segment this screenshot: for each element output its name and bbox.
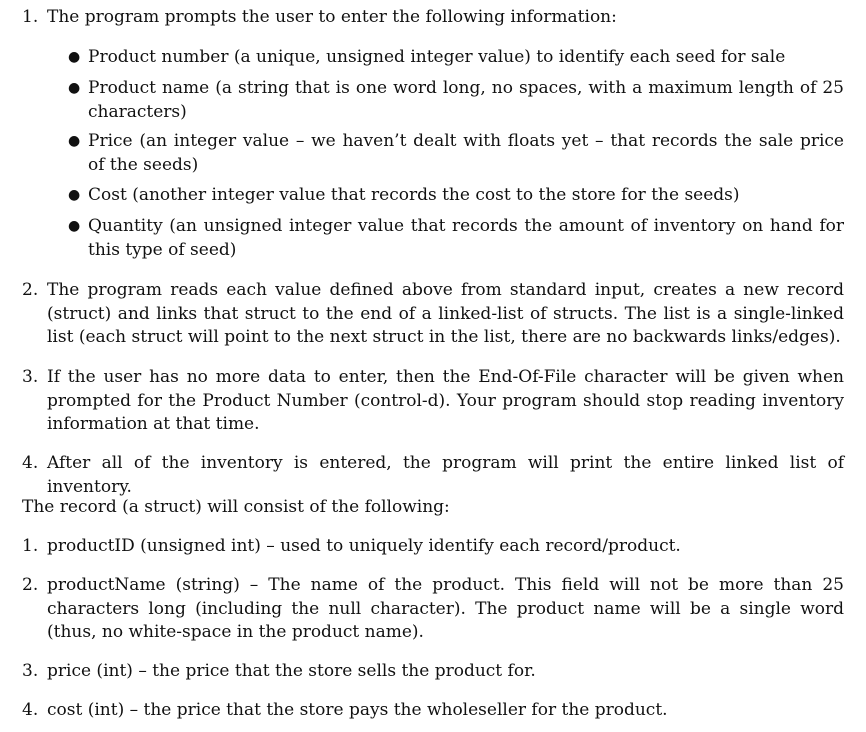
requirement-text: The program reads each value defined above from standard input, creates a new record (struct) and links that struct to the end of a linked-list of structs. The list is a single-linked list (each struct will point to the next struct in the list, there are no backwards links/edges). (47, 280, 844, 347)
subitem-text: Price (an integer value – we haven’t dealt with floats yet – that records the sale price of the seeds) (88, 131, 844, 175)
subitem-quantity (0, 215, 866, 262)
list-number: 2. (22, 280, 39, 300)
record-field-text: cost (int) – the price that the store pays the wholeseller for the product. (47, 700, 668, 720)
bullet-icon: ● (68, 187, 81, 203)
bullet-icon: ● (68, 133, 81, 149)
subitem-product-number (0, 46, 866, 70)
subitem-text: Product name (a string that is one word long, no spaces, with a maximum length of 25 characters) (88, 78, 844, 122)
subitem-product-name (0, 77, 866, 124)
bullet-icon: ● (68, 49, 81, 65)
record-field-text: productID (unsigned int) – used to uniquely identify each record/product. (47, 536, 681, 556)
requirement-item-2 (0, 279, 866, 350)
list-number: 1. (22, 536, 39, 556)
list-number: 3. (22, 367, 39, 387)
requirement-item-1 (0, 6, 866, 30)
record-field-3 (0, 660, 866, 684)
subitem-cost (0, 184, 866, 208)
record-field-text: productName (string) – The name of the product. This field will not be more than 25 characters long (including the null character). The product name will be a single word (thus, no white-space in the product name). (47, 575, 844, 642)
list-number: 4. (22, 453, 39, 473)
list-number: 1. (22, 7, 39, 27)
requirement-text: After all of the inventory is entered, the program will print the entire linked list of inventory. (47, 453, 844, 497)
record-field-2 (0, 574, 866, 645)
requirement-item-3 (0, 366, 866, 437)
subitem-price (0, 130, 866, 177)
bullet-icon: ● (68, 80, 81, 96)
list-number: 2. (22, 575, 39, 595)
record-intro: The record (a struct) will consist of the following: (22, 497, 450, 517)
requirement-text: If the user has no more data to enter, then the End-Of-File character will be given when prompted for the Product Number (control-d). Your program should stop reading inventory information at that time. (47, 367, 844, 434)
record-field-text: price (int) – the price that the store sells the product for. (47, 661, 536, 681)
subitem-text: Quantity (an unsigned integer value that records the amount of inventory on hand for this type of seed) (88, 216, 844, 260)
record-field-4 (0, 699, 866, 723)
list-number: 3. (22, 661, 39, 681)
requirement-text: The program prompts the user to enter the following information: (47, 7, 617, 27)
subitem-text: Cost (another integer value that records the cost to the store for the seeds) (88, 185, 740, 205)
list-number: 4. (22, 700, 39, 720)
subitem-text: Product number (a unique, unsigned integer value) to identify each seed for sale (88, 47, 786, 67)
bullet-icon: ● (68, 218, 81, 234)
requirement-item-4 (0, 452, 866, 499)
record-field-1 (0, 535, 866, 559)
